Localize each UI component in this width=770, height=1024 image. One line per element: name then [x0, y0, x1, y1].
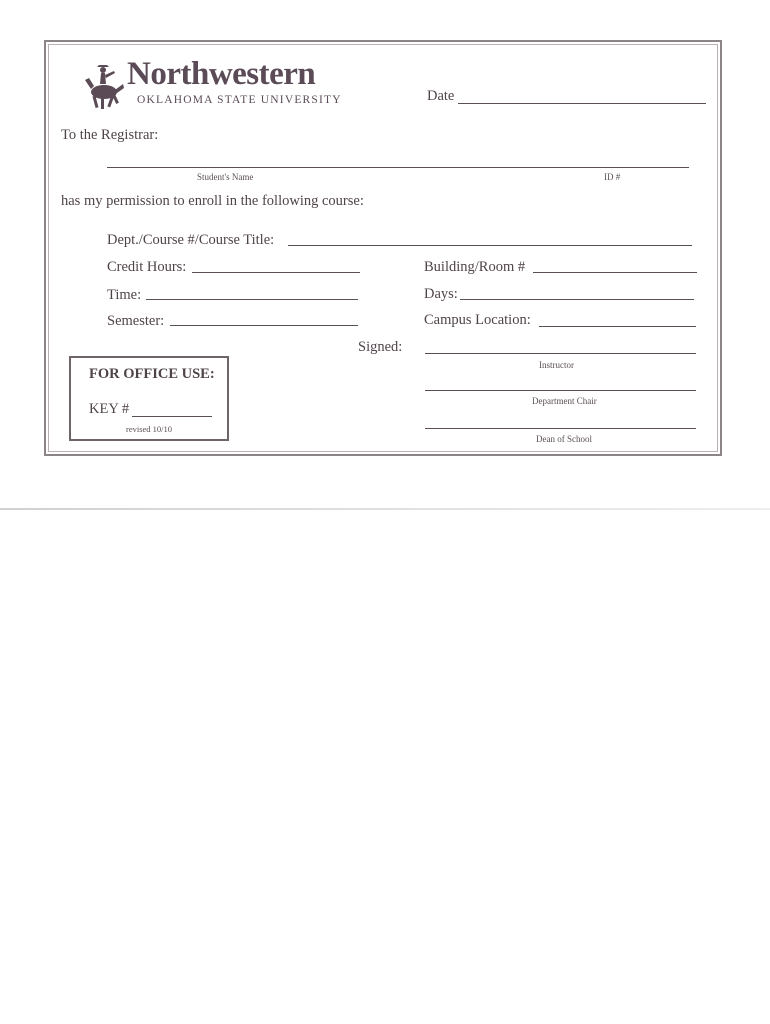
credit-hours-label: Credit Hours:	[107, 259, 187, 275]
semester-field[interactable]	[170, 325, 358, 326]
building-room-field[interactable]	[533, 272, 697, 273]
enrollment-permission-form	[44, 40, 722, 456]
building-room-label: Building/Room #	[424, 259, 526, 275]
revised-note: revised 10/10	[126, 424, 173, 434]
instructor-caption: Instructor	[539, 360, 574, 370]
credit-hours-field[interactable]	[192, 272, 360, 273]
scan-edge-line	[0, 508, 770, 510]
office-use-title: FOR OFFICE USE:	[89, 366, 215, 382]
semester-label: Semester:	[107, 313, 165, 329]
department-chair-caption: Department Chair	[532, 396, 597, 406]
permission-text: has my permission to enroll in the following course:	[61, 193, 364, 209]
course-title-label: Dept./Course #/Course Title:	[107, 232, 275, 248]
campus-location-field[interactable]	[539, 326, 696, 327]
time-field[interactable]	[146, 299, 358, 300]
days-field[interactable]	[460, 299, 694, 300]
instructor-signature-field[interactable]	[425, 353, 696, 354]
student-name-field[interactable]	[107, 167, 689, 168]
days-label: Days:	[424, 286, 458, 302]
signed-label: Signed:	[358, 339, 403, 355]
campus-location-label: Campus Location:	[424, 312, 531, 328]
id-caption: ID #	[604, 172, 621, 182]
dean-caption: Dean of School	[536, 434, 592, 444]
logo-subtitle: OKLAHOMA STATE UNIVERSITY	[137, 94, 342, 106]
logo-wordmark: Northwestern	[127, 56, 316, 92]
department-chair-signature-field[interactable]	[425, 390, 696, 391]
dean-signature-field[interactable]	[425, 428, 696, 429]
to-registrar-text: To the Registrar:	[61, 127, 159, 143]
course-title-field[interactable]	[288, 245, 692, 246]
university-logo	[82, 56, 342, 114]
bronco-rider-icon	[82, 62, 126, 112]
key-field[interactable]	[132, 416, 212, 417]
date-field[interactable]	[458, 103, 706, 104]
date-label: Date	[427, 88, 455, 104]
time-label: Time:	[107, 287, 142, 303]
office-use-box	[69, 356, 229, 441]
key-label: KEY #	[89, 401, 130, 417]
student-name-caption: Student's Name	[197, 172, 254, 182]
